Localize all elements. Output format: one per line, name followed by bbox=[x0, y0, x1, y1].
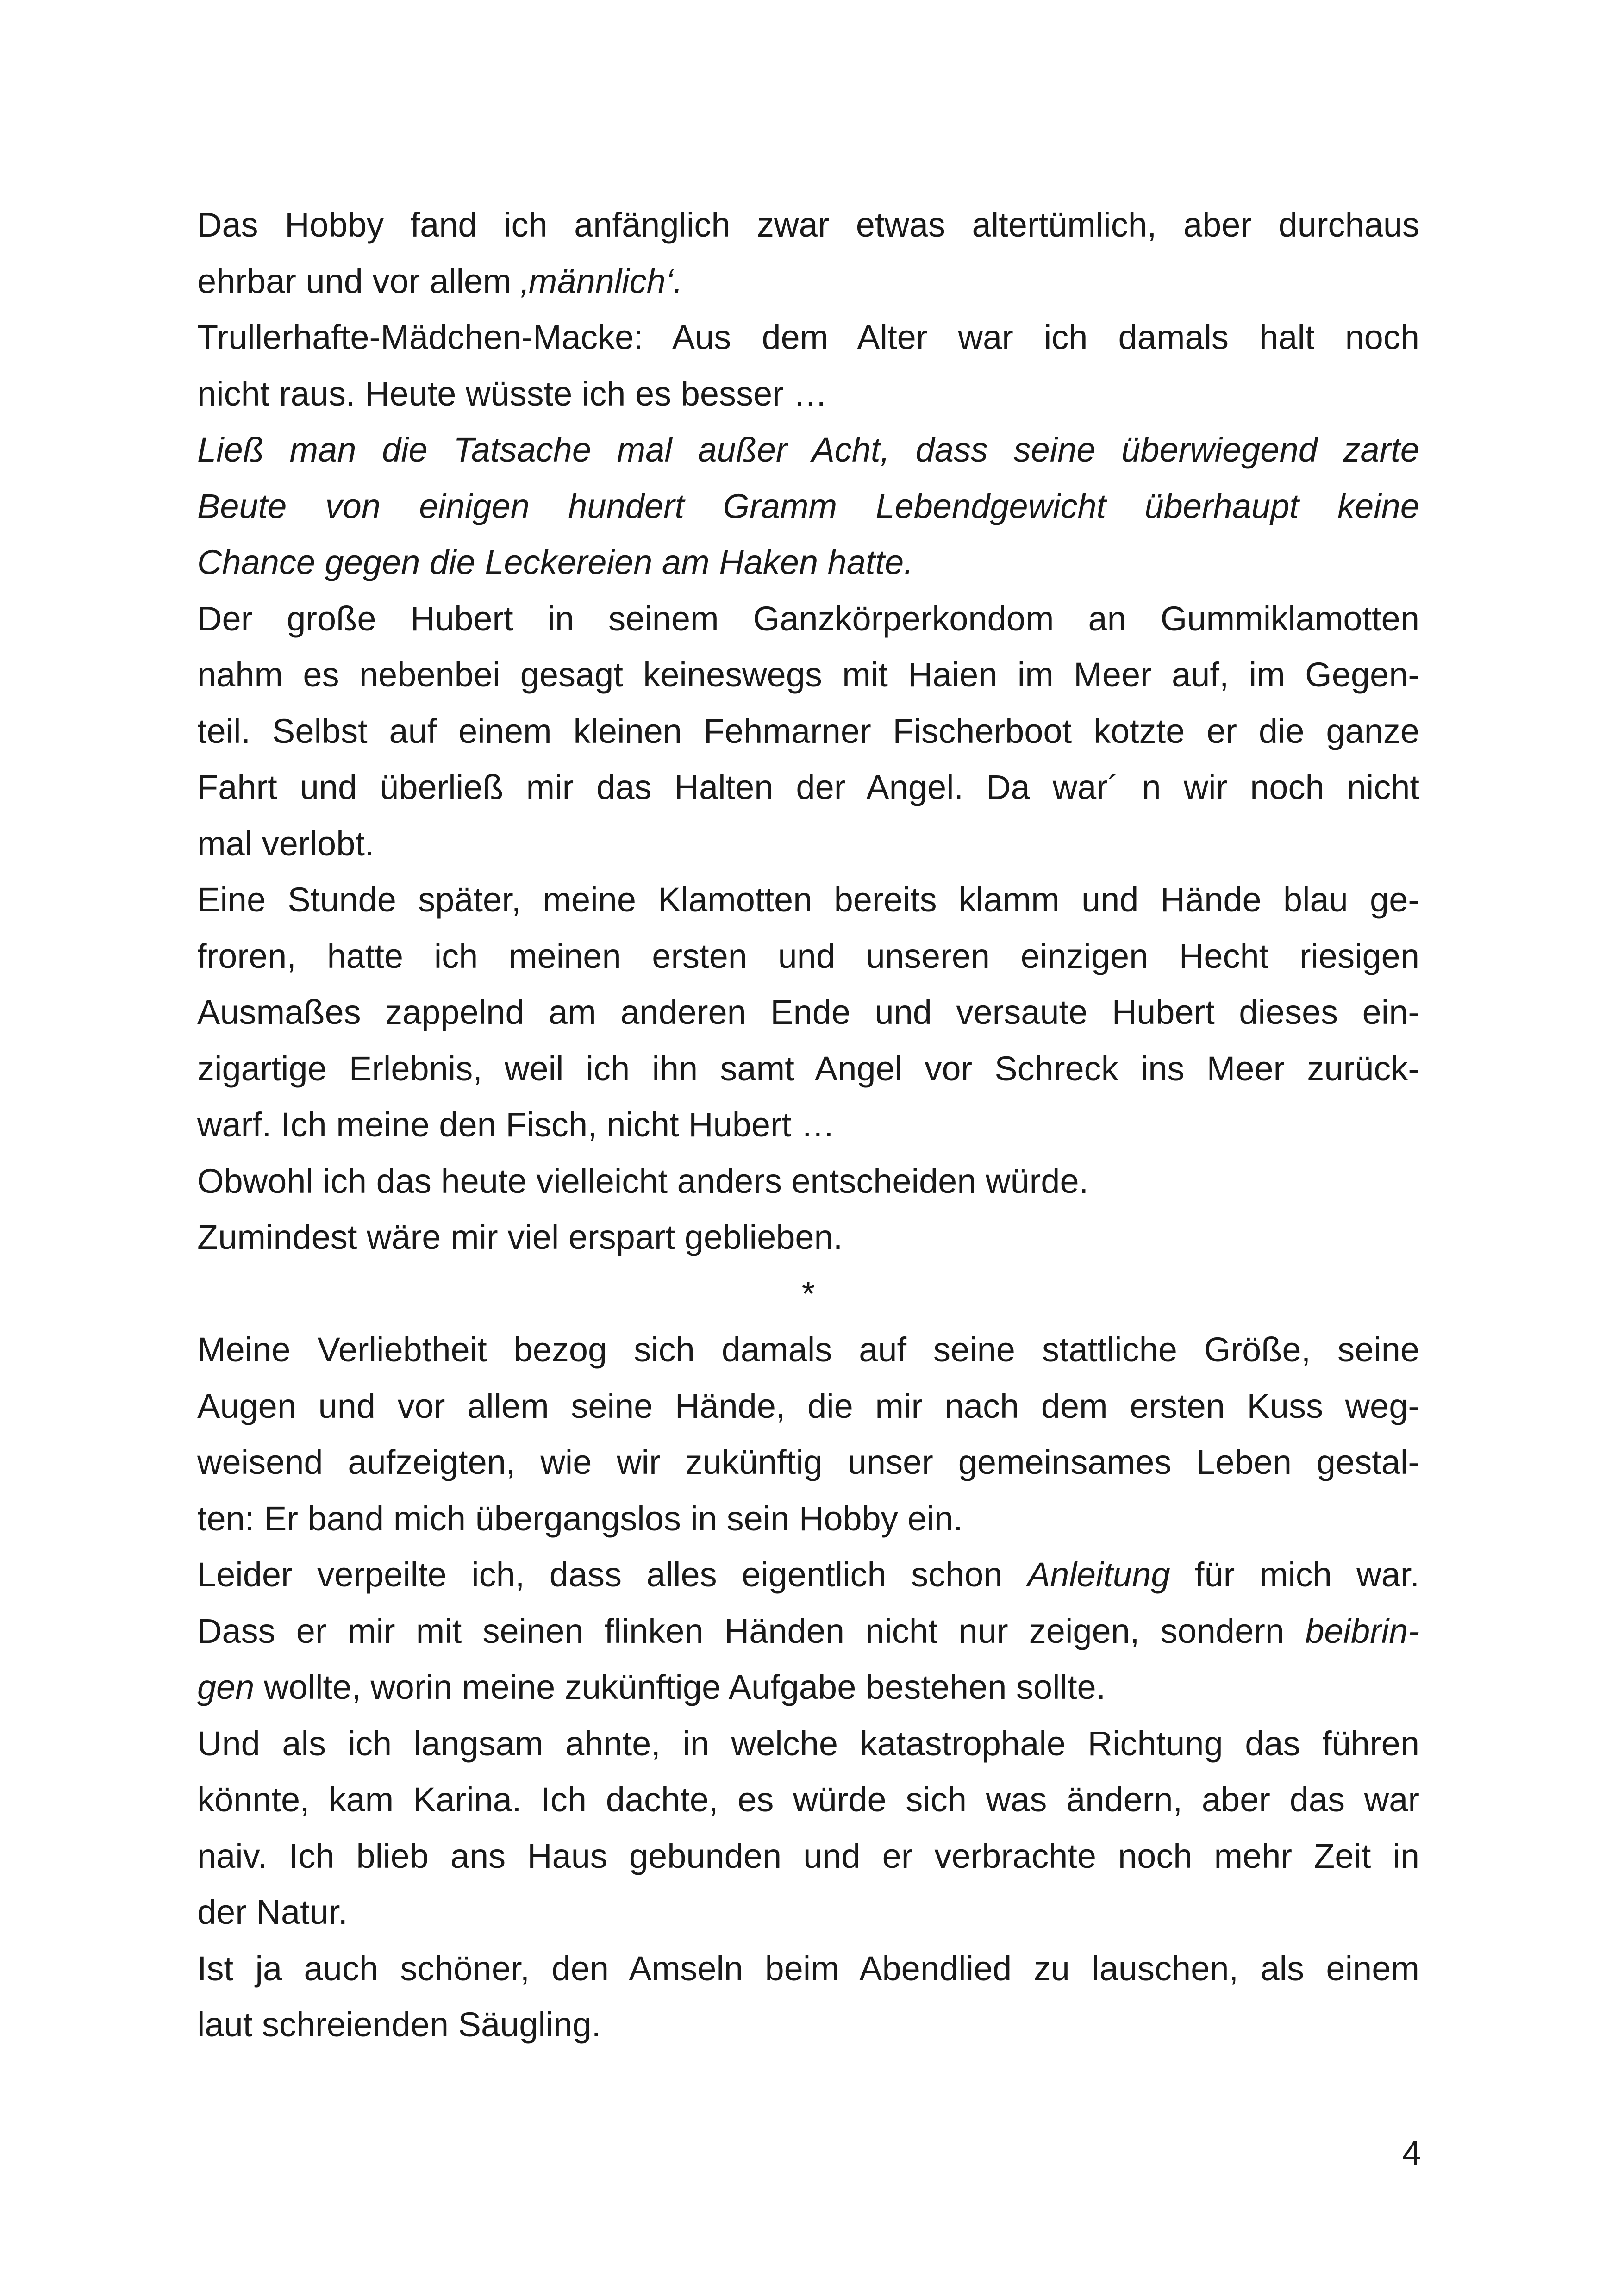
text-line bbox=[197, 816, 1419, 872]
italic-text: ‚männlich‘. bbox=[521, 262, 683, 300]
text-line bbox=[197, 1491, 1419, 1547]
page-number: 4 bbox=[1402, 2134, 1421, 2172]
text-line bbox=[197, 928, 1419, 985]
text-line bbox=[197, 1378, 1419, 1435]
text-segment: nicht raus. Heute wüsste ich es besser … bbox=[197, 374, 828, 413]
text-segment: Augen und vor allem seine Hände, die mir nach dem ersten Kuss weg- bbox=[197, 1386, 1419, 1425]
text-line bbox=[197, 422, 1419, 478]
text-segment: ehrbar und vor allem bbox=[197, 262, 521, 300]
page-body bbox=[197, 197, 1419, 2053]
text-segment: Und als ich langsam ahnte, in welche katastrophale Richtung das führen bbox=[197, 1724, 1419, 1763]
paragraph bbox=[197, 591, 1419, 872]
text-line bbox=[197, 591, 1419, 647]
text-segment: für mich war. bbox=[1170, 1555, 1419, 1594]
text-segment: Zumindest wäre mir viel erspart geblieben. bbox=[197, 1218, 843, 1256]
text-line bbox=[197, 1997, 1419, 2053]
italic-text: Beute von einigen hundert Gramm Lebendgewicht überhaupt keine bbox=[197, 487, 1419, 525]
italic-text: Anleitung bbox=[1027, 1555, 1170, 1594]
text-segment: wollte, worin meine zukünftige Aufgabe bestehen sollte. bbox=[254, 1668, 1106, 1706]
text-line bbox=[197, 197, 1419, 253]
text-segment: * bbox=[801, 1274, 815, 1313]
text-segment: Eine Stunde später, meine Klamotten bereits klamm und Hände blau ge- bbox=[197, 880, 1419, 919]
text-segment: Ausmaßes zappelnd am anderen Ende und versaute Hubert dieses ein- bbox=[197, 993, 1419, 1031]
text-line bbox=[197, 309, 1419, 366]
text-segment: könnte, kam Karina. Ich dachte, es würde sich was ändern, aber das war bbox=[197, 1780, 1419, 1819]
section-separator bbox=[197, 1266, 1419, 1322]
text-line bbox=[197, 478, 1419, 535]
text-line bbox=[197, 872, 1419, 928]
text-segment: Fahrt und überließ mir das Halten der Angel. Da war´ n wir noch nicht bbox=[197, 768, 1419, 806]
text-line bbox=[197, 1772, 1419, 1828]
text-line bbox=[197, 759, 1419, 816]
text-line bbox=[197, 534, 1419, 591]
paragraph bbox=[197, 197, 1419, 309]
paragraph bbox=[197, 1322, 1419, 1547]
text-line bbox=[197, 1153, 1419, 1210]
text-segment: Das Hobby fand ich anfänglich zwar etwas altertümlich, aber durchaus bbox=[197, 206, 1419, 244]
text-segment: mal verlobt. bbox=[197, 824, 375, 863]
text-segment: Meine Verliebtheit bezog sich damals auf seine stattliche Größe, seine bbox=[197, 1330, 1419, 1369]
text-segment: froren, hatte ich meinen ersten und unseren einzigen Hecht riesigen bbox=[197, 936, 1419, 975]
text-line bbox=[197, 1716, 1419, 1772]
text-line bbox=[197, 1209, 1419, 1266]
text-line bbox=[197, 1603, 1419, 1660]
paragraph bbox=[197, 422, 1419, 591]
text-line bbox=[197, 1884, 1419, 1940]
italic-text: Ließ man die Tatsache mal außer Acht, dass seine überwiegend zarte bbox=[197, 430, 1419, 469]
text-line bbox=[197, 1547, 1419, 1603]
text-segment: Ist ja auch schöner, den Amseln beim Abendlied zu lauschen, als einem bbox=[197, 1949, 1419, 1988]
text-segment: naiv. Ich blieb ans Haus gebunden und er verbrachte noch mehr Zeit in bbox=[197, 1836, 1419, 1875]
text-segment: Leider verpeilte ich, dass alles eigentlich schon bbox=[197, 1555, 1027, 1594]
italic-text: Chance gegen die Leckereien am Haken hatte. bbox=[197, 543, 913, 581]
text-line bbox=[197, 1097, 1419, 1153]
text-line bbox=[197, 1266, 1419, 1322]
text-segment: Obwohl ich das heute vielleicht anders entscheiden würde. bbox=[197, 1161, 1089, 1200]
text-segment: Trullerhafte-Mädchen-Macke: Aus dem Alter war ich damals halt noch bbox=[197, 318, 1419, 356]
text-line bbox=[197, 703, 1419, 760]
text-line bbox=[197, 253, 1419, 310]
text-line bbox=[197, 647, 1419, 703]
italic-text: gen bbox=[197, 1668, 255, 1706]
text-segment: der Natur. bbox=[197, 1893, 348, 1931]
text-segment: laut schreienden Säugling. bbox=[197, 2005, 601, 2044]
text-segment: warf. Ich meine den Fisch, nicht Hubert … bbox=[197, 1105, 835, 1144]
text-line bbox=[197, 1434, 1419, 1491]
paragraph bbox=[197, 1153, 1419, 1210]
text-segment: zigartige Erlebnis, weil ich ihn samt Angel vor Schreck ins Meer zurück- bbox=[197, 1049, 1419, 1088]
paragraph bbox=[197, 1716, 1419, 1940]
text-line bbox=[197, 1828, 1419, 1884]
text-segment: Dass er mir mit seinen flinken Händen nicht nur zeigen, sondern bbox=[197, 1611, 1306, 1650]
paragraph bbox=[197, 1547, 1419, 1716]
paragraph bbox=[197, 872, 1419, 1153]
text-line bbox=[197, 1322, 1419, 1378]
text-segment: weisend aufzeigten, wie wir zukünftig unser gemeinsames Leben gestal- bbox=[197, 1443, 1419, 1481]
italic-text: beibrin- bbox=[1305, 1611, 1419, 1650]
text-line bbox=[197, 1940, 1419, 1997]
text-line bbox=[197, 984, 1419, 1041]
text-segment: ten: Er band mich übergangslos in sein Hobby ein. bbox=[197, 1499, 963, 1538]
paragraph bbox=[197, 309, 1419, 422]
text-line bbox=[197, 1041, 1419, 1097]
text-segment: Der große Hubert in seinem Ganzkörperkondom an Gummiklamotten bbox=[197, 599, 1419, 638]
text-segment: nahm es nebenbei gesagt keineswegs mit Haien im Meer auf, im Gegen- bbox=[197, 655, 1419, 694]
paragraph bbox=[197, 1940, 1419, 2053]
paragraph bbox=[197, 1209, 1419, 1266]
text-line bbox=[197, 366, 1419, 422]
text-line bbox=[197, 1659, 1419, 1716]
text-segment: teil. Selbst auf einem kleinen Fehmarner Fischerboot kotzte er die ganze bbox=[197, 711, 1419, 750]
